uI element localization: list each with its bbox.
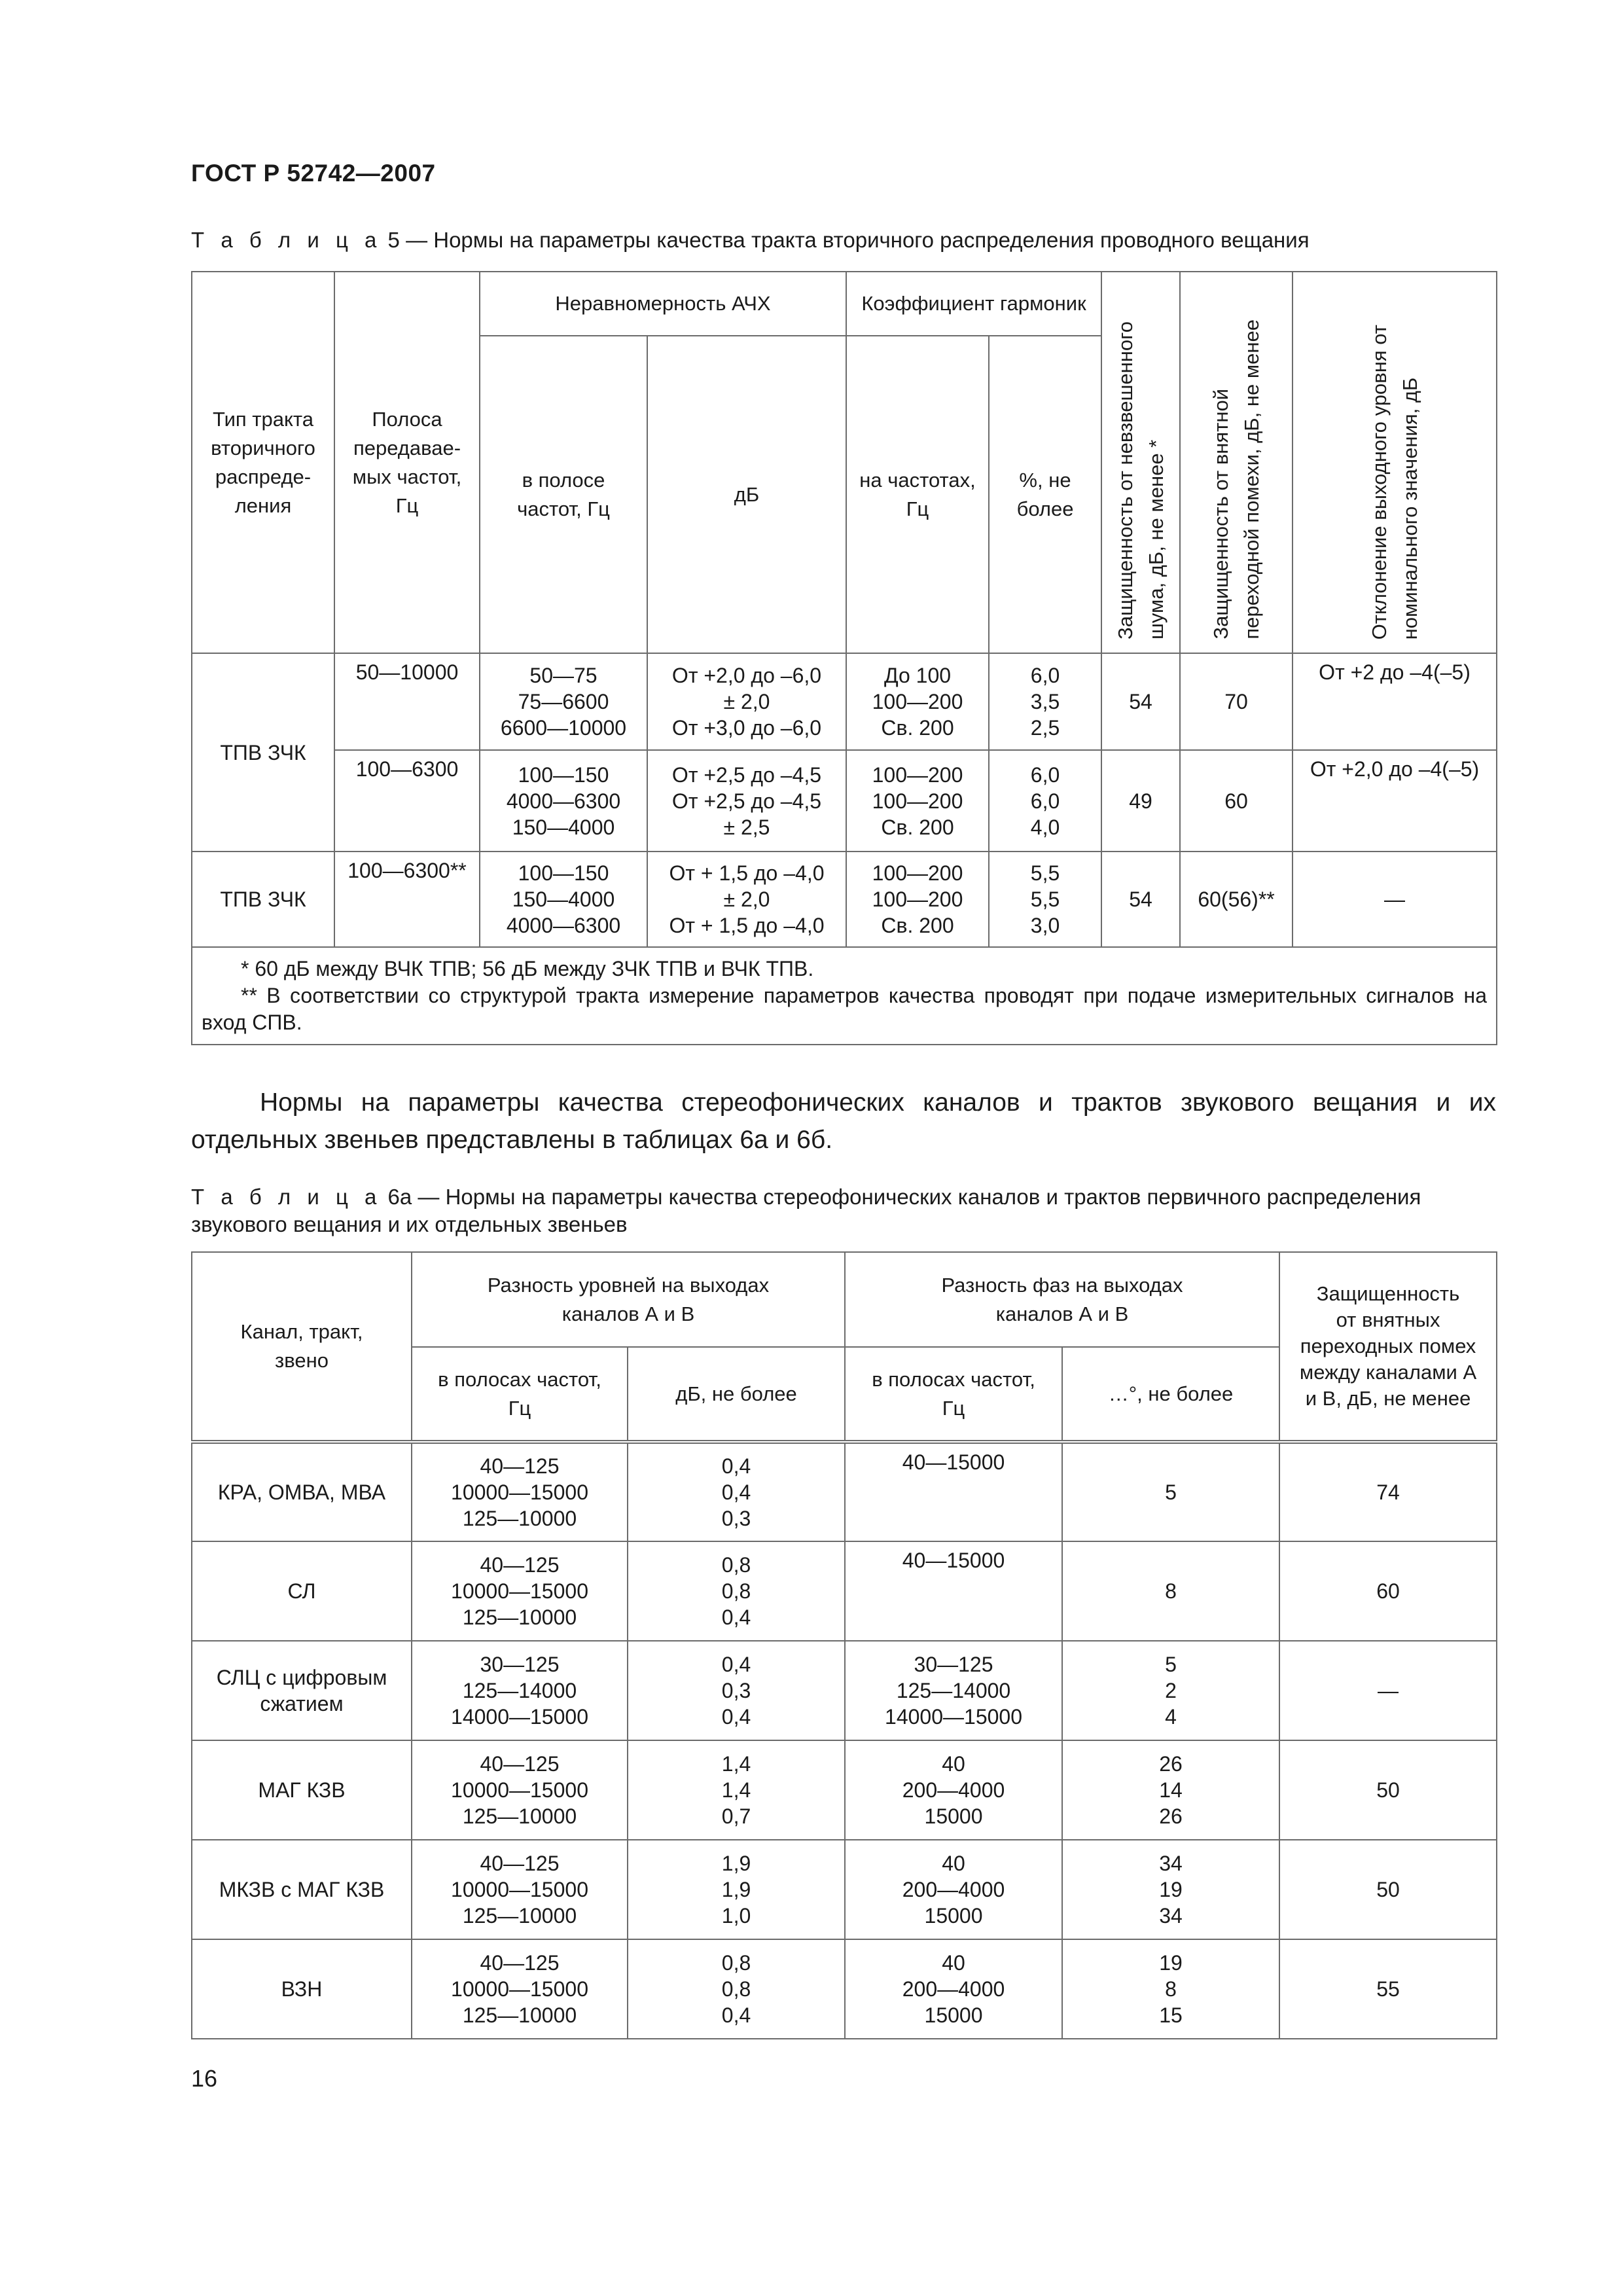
t6a-cell-bands1: 40—125 10000—15000 125—10000 [412, 1541, 628, 1641]
table-row [192, 750, 1497, 852]
t5-note-2: ** В соответствии со структурой тракта измерение параметров качества проводят при подаче измерительных сигналов на вход СПВ. [202, 984, 1488, 1034]
t6a-header-db-max: дБ, не более [628, 1347, 845, 1442]
t6a-cell-deg: 26 14 26 [1062, 1740, 1279, 1840]
t5-cell-in-band: 100—150 150—4000 4000—6300 [480, 852, 647, 947]
t5-note-1: * 60 дБ между ВЧК ТПВ; 56 дБ между ЗЧК ТПВ и ВЧК ТПВ. [241, 957, 814, 980]
t6a-cell-prot: 74 [1279, 1442, 1497, 1541]
t6a-cell-prot: 50 [1279, 1740, 1497, 1840]
t6a-header-deg-max: …°, не более [1062, 1347, 1279, 1442]
t5-header-harmonic: Коэффициент гармоник [846, 272, 1101, 336]
t5-cell-freq: 100—200 100—200 Св. 200 [846, 852, 989, 947]
t6a-cell-deg: 5 [1062, 1442, 1279, 1541]
t6a-cell-prot: 60 [1279, 1541, 1497, 1641]
table-row [192, 852, 1497, 947]
t6a-cell-db: 0,4 0,4 0,3 [628, 1442, 845, 1541]
t6a-cell-bands1: 40—125 10000—15000 125—10000 [412, 1740, 628, 1840]
t6a-cell-db: 1,4 1,4 0,7 [628, 1740, 845, 1840]
t6a-cell-bands2: 30—125 125—14000 14000—15000 [845, 1641, 1062, 1740]
t5-cell-in-band: 50—75 75—6600 6600—10000 [480, 653, 647, 750]
t6a-header-bands-1: в полосах частот, Гц [412, 1347, 628, 1442]
t5-notes [192, 947, 1497, 1045]
t6a-header-protection: Защищенность от внятных переходных помех между каналами А и В, дБ, не менее [1279, 1252, 1497, 1442]
table-row [192, 653, 1497, 750]
t6a-cell-bands2: 40 200—4000 15000 [845, 1740, 1062, 1840]
t6a-cell-channel: МАГ КЗВ [192, 1740, 412, 1840]
table-row [192, 1541, 1497, 1641]
t6a-cell-prot: 55 [1279, 1939, 1497, 2039]
t6a-cell-db: 1,9 1,9 1,0 [628, 1840, 845, 1939]
body-paragraph: Нормы на параметры качества стереофонических каналов и трактов звукового вещания и их отдельных звеньев представлены в таблицах 6а и 6б. [191, 1088, 1496, 1154]
t6a-cell-bands2: 40—15000 [845, 1541, 1062, 1641]
t6a-cell-prot: — [1279, 1641, 1497, 1740]
t5-header-pct: %, не более [989, 336, 1101, 653]
t6a-cell-db: 0,4 0,3 0,4 [628, 1641, 845, 1740]
t5-cell-pct: 5,5 5,5 3,0 [989, 852, 1101, 947]
t6a-cell-bands2: 40 200—4000 15000 [845, 1840, 1062, 1939]
t6a-cell-bands2: 40—15000 [845, 1442, 1062, 1541]
t5-header-deviation: Отклонение выходного уровня от номинального значения, дБ [1293, 272, 1497, 653]
t5-cell-freq: 100—200 100—200 Св. 200 [846, 750, 989, 852]
t6a-cell-channel: ВЗН [192, 1939, 412, 2039]
t6a-cell-bands1: 30—125 125—14000 14000—15000 [412, 1641, 628, 1740]
t5-header-type: Тип тракта вторичного распреде- ления [192, 272, 334, 653]
t6a-cell-channel: СЛЦ с цифровым сжатием [192, 1641, 412, 1740]
t6a-header-bands-2: в полосах частот, Гц [845, 1347, 1062, 1442]
t5-cell-crosstalk: 60 [1180, 750, 1293, 852]
t6a-cell-bands1: 40—125 10000—15000 125—10000 [412, 1840, 628, 1939]
t5-header-in-band: в полосе частот, Гц [480, 336, 647, 653]
t6a-cell-channel: МКЗВ с МАГ КЗВ [192, 1840, 412, 1939]
t5-cell-noise: 54 [1101, 653, 1180, 750]
t5-cell-deviation: От +2,0 до –4(–5) [1293, 750, 1497, 852]
t5-cell-type: ТПВ ЗЧК [192, 653, 334, 852]
t5-cell-db: От +2,0 до –6,0 ± 2,0 От +3,0 до –6,0 [647, 653, 846, 750]
t5-cell-crosstalk: 60(56)** [1180, 852, 1293, 947]
t6a-cell-bands2: 40 200—4000 15000 [845, 1939, 1062, 2039]
t5-cell-db: От + 1,5 до –4,0 ± 2,0 От + 1,5 до –4,0 [647, 852, 846, 947]
t5-cell-deviation: — [1293, 852, 1497, 947]
table5-caption [191, 226, 1496, 254]
t6a-cell-channel: СЛ [192, 1541, 412, 1641]
t5-header-at-freq: на частотах, Гц [846, 336, 989, 653]
t6a-cell-deg: 5 2 4 [1062, 1641, 1279, 1740]
t5-cell-in-band: 100—150 4000—6300 150—4000 [480, 750, 647, 852]
table-row [192, 1939, 1497, 2039]
t6a-header-phase-diff: Разность фаз на выходах каналов А и В [845, 1252, 1279, 1347]
page-number: 16 [191, 2065, 218, 2092]
table5 [191, 271, 1497, 1045]
t5-cell-band: 100—6300** [334, 852, 480, 947]
table6a-caption-text: 6а — Нормы на параметры качества стереофонических каналов и трактов первичного распределения звукового вещания и их отдельных звеньев [191, 1185, 1421, 1236]
t5-cell-pct: 6,0 6,0 4,0 [989, 750, 1101, 852]
t6a-header-level-diff: Разность уровней на выходах каналов А и В [412, 1252, 845, 1347]
t6a-cell-deg: 8 [1062, 1541, 1279, 1641]
t5-cell-crosstalk: 70 [1180, 653, 1293, 750]
table5-caption-word: Т а б л и ц а [191, 228, 382, 252]
t6a-cell-deg: 19 8 15 [1062, 1939, 1279, 2039]
t6a-cell-bands1: 40—125 10000—15000 125—10000 [412, 1939, 628, 2039]
t5-notes-row [192, 947, 1497, 1045]
t5-cell-pct: 6,0 3,5 2,5 [989, 653, 1101, 750]
t5-cell-type: ТПВ ЗЧК [192, 852, 334, 947]
t5-cell-noise: 49 [1101, 750, 1180, 852]
table5-caption-text: 5 — Нормы на параметры качества тракта вторичного распределения проводного вещания [382, 228, 1310, 252]
t6a-cell-db: 0,8 0,8 0,4 [628, 1939, 845, 2039]
table6a [191, 1251, 1497, 2039]
t6a-cell-db: 0,8 0,8 0,4 [628, 1541, 845, 1641]
t6a-cell-channel: КРА, ОМВА, МВА [192, 1442, 412, 1541]
document-header: ГОСТ Р 52742—2007 [191, 160, 436, 187]
table6a-caption-word: Т а б л и ц а [191, 1185, 382, 1209]
t6a-cell-bands1: 40—125 10000—15000 125—10000 [412, 1442, 628, 1541]
t5-cell-freq: До 100 100—200 Св. 200 [846, 653, 989, 750]
t6a-cell-prot: 50 [1279, 1840, 1497, 1939]
t5-header-db: дБ [647, 336, 846, 653]
t6a-header-channel: Канал, тракт, звено [192, 1252, 412, 1442]
t5-cell-band: 50—10000 [334, 653, 480, 750]
t5-header-crosstalk: Защищенность от внятной переходной помехи, дБ, не менее [1180, 272, 1293, 653]
t5-cell-db: От +2,5 до –4,5 От +2,5 до –4,5 ± 2,5 [647, 750, 846, 852]
t5-header-nonuniformity: Неравномерность АЧХ [480, 272, 846, 336]
t5-header-band: Полоса передавае- мых частот, Гц [334, 272, 480, 653]
table-row [192, 1641, 1497, 1740]
t5-header-noise: Защищенность от невзвешенного шума, дБ, не менее * [1101, 272, 1180, 653]
t6a-cell-deg: 34 19 34 [1062, 1840, 1279, 1939]
table-row [192, 1442, 1497, 1541]
table-row [192, 1840, 1497, 1939]
t5-cell-band: 100—6300 [334, 750, 480, 852]
table6a-caption [191, 1183, 1496, 1238]
t5-cell-noise: 54 [1101, 852, 1180, 947]
table-row [192, 1740, 1497, 1840]
t5-cell-deviation: От +2 до –4(–5) [1293, 653, 1497, 750]
